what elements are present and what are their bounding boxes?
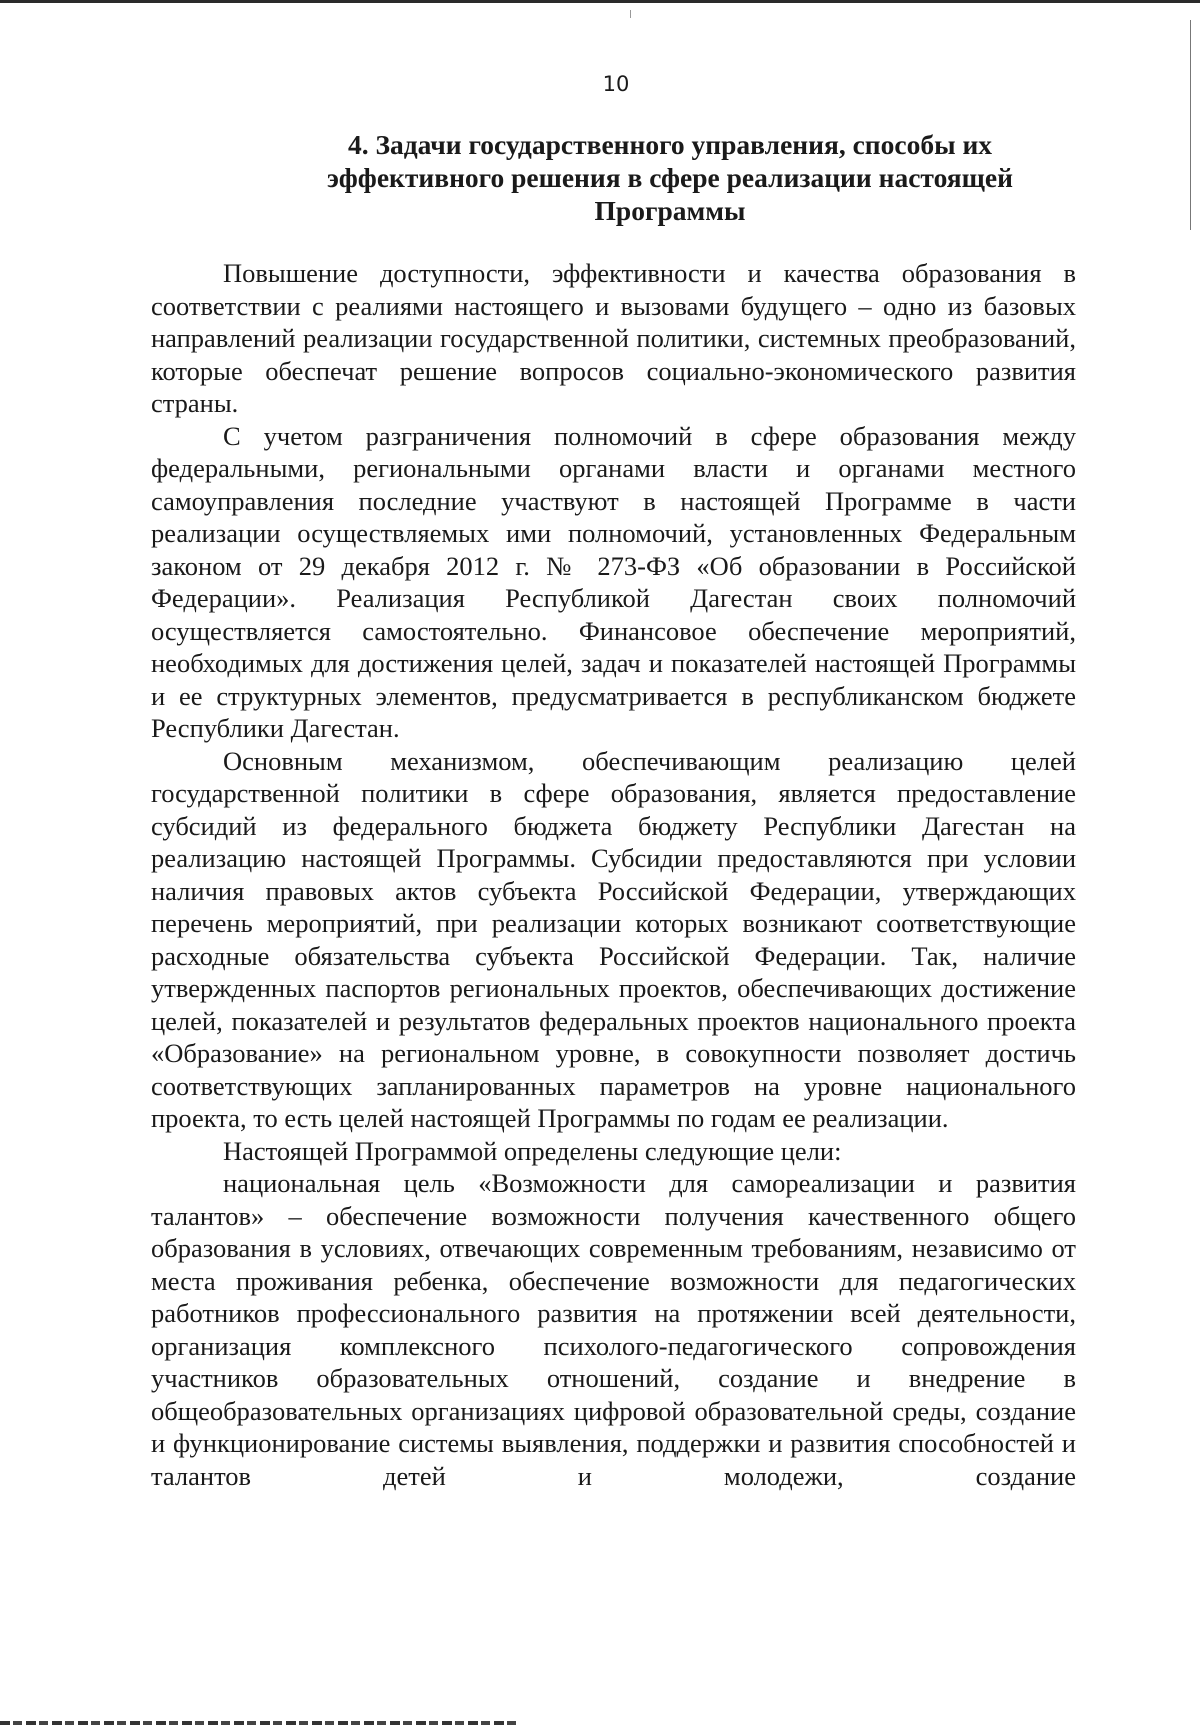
document-body bbox=[151, 257, 1076, 1492]
paragraph-national-goal: национальная цель «Возможности для самореализации и развития талантов» – обеспечение возможности получения качественного общего образования в условиях, отвечающих современным требованиям, независимо от места проживания ребенка, обеспечение возможности для педагогических работников профессионального развития на протяжении всей деятельности, организация комплексного психолого-педагогического сопровождения участников образовательных отношений, создание и внедрение в общеобразовательных организациях цифровой образовательной среды, создание и функционирование системы выявления, поддержки и развития способностей и талантов детей и молодежи, создание bbox=[151, 1168, 1076, 1491]
paragraph-accessibility: Повышение доступности, эффективности и качества образования в соответствии с реалиями настоящего и вызовами будущего – одно из базовых направлений реализации государственной политики, системных преобразований, которые обеспечат решение вопросов социально-экономического развития страны. bbox=[151, 258, 1076, 418]
scan-artifact-mark bbox=[630, 10, 631, 18]
scan-bottom-edge bbox=[0, 1721, 520, 1725]
section-title-line-1: 4. Задачи государственного управления, способы их bbox=[347, 129, 993, 160]
scan-artifact-mark bbox=[1190, 20, 1191, 230]
page-number: 10 bbox=[602, 72, 630, 96]
section-title-line-2: эффективного решения в сфере реализации настоящей bbox=[327, 162, 1013, 193]
paragraph-funding-mechanism: Основным механизмом, обеспечивающим реализацию целей государственной политики в сфере образования, является предоставление субсидий из федерального бюджета бюджету Республики Дагестан на реализацию настоящей Программы. Субсидии предоставляются при условии наличия правовых актов субъекта Российской Федерации, утверждающих перечень мероприятий, при реализации которых возникают соответствующие расходные обязательства субъекта Российской Федерации. Так, наличие утвержденных паспортов региональных проектов, обеспечивающих достижение целей, показателей и результатов федеральных проектов национального проекта «Образование» на региональном уровне, в совокупности позволяет достичь соответствующих запланированных параметров на уровне национального проекта, то есть целей настоящей Программы по годам ее реализации. bbox=[151, 745, 1076, 1133]
section-title-line-3: Программы bbox=[594, 195, 746, 226]
paragraph-powers-delimitation: С учетом разграничения полномочий в сфере образования между федеральными, региональными органами власти и органами местного самоуправления последние участвуют в настоящей Программе в части реализации осуществляемых ими полномочий, установленных Федеральным законом от 29 декабря 2012 г. № 273-ФЗ «Об образовании в Российской Федерации». Реализация Республикой Дагестан своих полномочий осуществляется самостоятельно. Финансовое обеспечение мероприятий, необходимых для достижения целей, задач и показателей настоящей Программы и ее структурных элементов, предусматривается в республиканском бюджете Республики Дагестан. bbox=[151, 420, 1076, 743]
paragraph-goals-intro: Настоящей Программой определены следующие цели: bbox=[223, 1135, 842, 1166]
section-title bbox=[300, 128, 1040, 227]
scan-top-edge bbox=[0, 0, 1200, 3]
